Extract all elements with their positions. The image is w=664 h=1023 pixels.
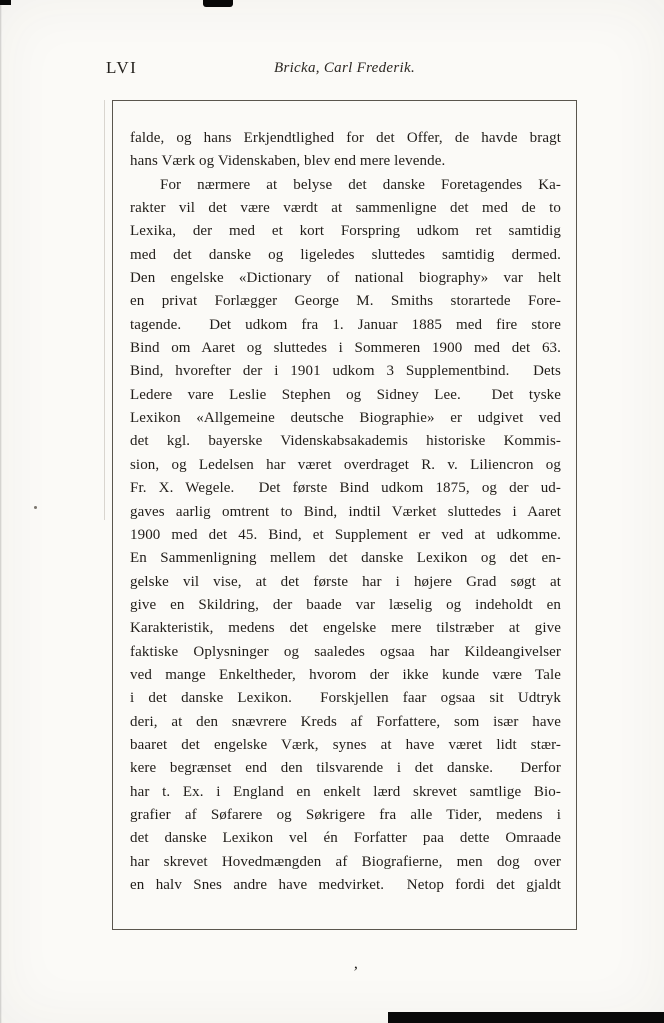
text-line: tagende. Det udkom fra 1. Januar 1885 med fire store [130,316,561,333]
text-line: kere begrænset end den tilsvarende i det danske. Derfor [130,760,561,777]
text-line: Bind om Aaret og sluttedes i Sommeren 1900 med det 63. [130,340,561,357]
text-line: gaves aarlig omtrent to Bind, indtil Værket sluttedes i Aaret [130,503,561,520]
text-line: En Sammenligning mellem det danske Lexikon og det en- [130,550,561,567]
text-line: give en Skildring, der baade var læselig og indeholdt en [130,596,561,613]
text-line: baaret det engelske Værk, synes at have været lidt stær- [130,736,561,753]
scan-artifact-bottom-bar [388,1012,664,1023]
text-line: en halv Snes andre have medvirket. Netop fordi det gjaldt [130,877,561,893]
text-line: faktiske Oplysninger og saaledes ogsaa har Kildeangivelser [130,643,561,660]
text-line: For nærmere at belyse det danske Foretagendes Ka- [160,176,561,193]
text-line: sion, og Ledelsen har været overdraget R. v. Liliencron og [130,456,561,473]
text-line: Lexikon «Allgemeine deutsche Biographie» er udgivet ved [130,410,561,427]
footer-stray-mark: ’ [352,964,358,981]
text-line: gelske vil vise, at det første har i højere Grad søgt at [130,573,561,590]
text-line: Ledere vare Leslie Stephen og Sidney Lee. Det tyske [130,386,561,403]
scan-artifact-top-middle [203,0,233,7]
text-line: ved mange Enkeltheder, hvorom der ikke kunde være Tale [130,666,561,683]
text-line: det danske Lexikon vel én Forfatter paa dette Omraade [130,830,561,847]
text-line: deri, at den snævrere Kreds af Forfattere, som især have [130,713,561,730]
text-line: en privat Forlægger George M. Smiths storartede Fore- [130,293,561,310]
scan-artifact-dot [34,506,37,509]
text-line: rakter vil det være værdt at sammenligne det med de to [130,200,561,217]
running-title: Bricka, Carl Frederik. [273,60,415,76]
text-frame [112,100,577,930]
body-text [130,127,561,897]
text-line: falde, og hans Erkjendtlighed for det Offer, de havde bragt [130,130,561,146]
text-line: Bind, hvorefter der i 1901 udkom 3 Supplementbind. Dets [130,363,561,380]
text-line: med det danske og ligeledes sluttedes samtidig dermed. [130,246,561,263]
page-number: LVI [106,58,138,77]
text-line: Lexika, der med et kort Forspring udkom ret samtidig [130,223,561,240]
scan-artifact-top-left [0,0,11,5]
scan-artifact-crease [104,100,105,520]
text-line: Karakteristik, medens det engelske mere tilstræber at give [130,620,561,637]
text-line: Den engelske «Dictionary of national biography» var helt [130,270,561,287]
scan-artifact-left-edge [0,0,2,1023]
text-line: grafier af Søfarere og Søkrigere fra alle Tider, medens i [130,806,561,823]
text-line: 1900 med det 45. Bind, et Supplement er ved at udkomme. [130,526,561,543]
text-line: Fr. X. Wegele. Det første Bind udkom 1875, og der ud- [130,480,561,497]
text-line: hans Værk og Videnskaben, blev end mere levende. [130,153,446,170]
text-line: i det danske Lexikon. Forskjellen faar ogsaa sit Udtryk [130,690,561,707]
text-line: har t. Ex. i England en enkelt lærd skrevet samtlige Bio- [130,783,561,800]
text-line: har skrevet Hovedmængden af Biografierne, men dog over [130,853,561,870]
text-line: det kgl. bayerske Videnskabsakademis historiske Kommis- [130,433,561,450]
